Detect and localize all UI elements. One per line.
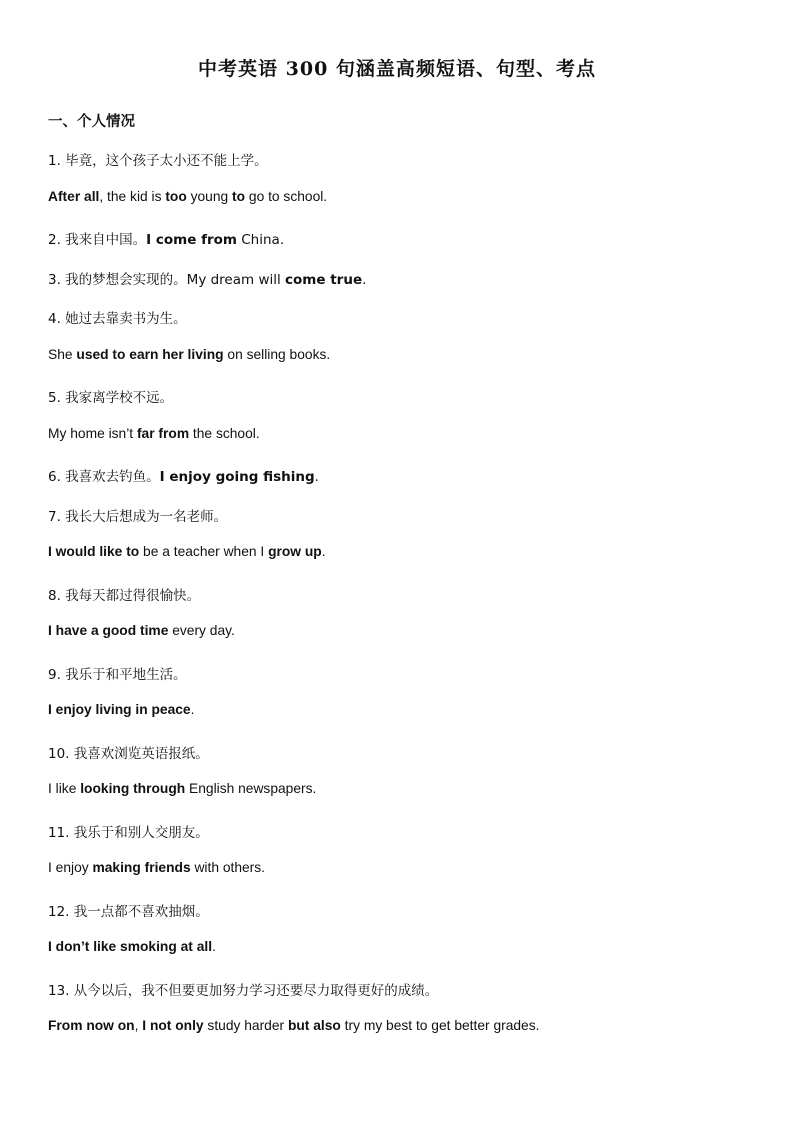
english-sentence	[48, 702, 194, 717]
key-phrase: far from	[136, 425, 190, 441]
sentence-text: .	[321, 544, 326, 559]
sentence-text: 3. 我的梦想会实现的。My dream will	[48, 271, 286, 288]
sentence-text: on selling books.	[223, 346, 331, 362]
key-phrase: but also	[287, 1018, 341, 1033]
key-phrase: I come from	[146, 232, 237, 248]
key-phrase: I have a good time	[48, 623, 169, 638]
sentence-text: 12. 我一点都不喜欢抽烟。	[48, 903, 209, 920]
key-phrase: making friends	[92, 860, 191, 875]
sentence-text: be a teacher when I	[139, 544, 269, 559]
section-heading: 一、个人情况	[48, 114, 135, 130]
document-title: 中考英语 300 句涵盖高频短语、句型、考点	[198, 58, 596, 80]
sentence-text: 2. 我来自中国。	[48, 232, 147, 248]
chinese-sentence	[48, 663, 187, 683]
english-sentence	[48, 939, 216, 954]
key-phrase: too	[165, 188, 187, 204]
sentence-text: with others.	[190, 860, 266, 875]
sentence-text: .	[314, 469, 319, 485]
sentence-text: 8. 我每天都过得很愉快。	[48, 587, 201, 604]
sentence-text: every day.	[168, 623, 235, 638]
chinese-sentence	[48, 149, 268, 169]
sentence-text: 4. 她过去靠卖书为生。	[48, 311, 187, 327]
chinese-sentence	[48, 228, 284, 248]
sentence-text: .	[212, 939, 216, 954]
key-phrase: I don’t like smoking at all	[48, 939, 213, 954]
sentence-text: go to school.	[245, 188, 328, 204]
english-sentence	[48, 781, 316, 796]
sentence-text: English newspapers.	[185, 781, 317, 796]
sentence-text: My home isn’t	[48, 425, 137, 441]
sentence-text: 1. 毕竟，这个孩子太小还不能上学。	[48, 153, 268, 169]
key-phrase: looking through	[80, 781, 186, 796]
key-phrase: to	[232, 188, 246, 204]
english-sentence	[48, 426, 260, 441]
sentence-text: 9. 我乐于和平地生活。	[48, 666, 187, 683]
chinese-sentence	[48, 386, 173, 406]
chinese-sentence	[48, 979, 438, 999]
key-phrase: I enjoy living in peace	[48, 702, 191, 717]
sentence-text: I enjoy	[48, 860, 93, 875]
sentence-text: She	[48, 346, 77, 362]
sentence-text: .	[190, 702, 195, 717]
chinese-sentence	[48, 465, 319, 485]
key-phrase: From now on	[48, 1018, 135, 1033]
chinese-sentence	[48, 821, 209, 841]
sentence-text: study harder	[203, 1018, 288, 1033]
sentence-text: ,	[134, 1018, 143, 1033]
key-phrase: grow up	[268, 544, 322, 559]
sentence-text: 13. 从今以后，我不但要更加努力学习还要尽力取得更好的成绩。	[48, 982, 439, 999]
english-sentence	[48, 347, 330, 362]
key-phrase: After all	[48, 188, 100, 204]
key-phrase: I not only	[142, 1018, 204, 1033]
sentence-text: 6. 我喜欢去钓鱼。	[48, 469, 160, 485]
sentence-text: 10. 我喜欢浏览英语报纸。	[48, 745, 209, 762]
sentence-text: I like	[48, 781, 81, 796]
sentence-text: .	[362, 271, 367, 288]
english-sentence	[48, 623, 235, 638]
sentence-text: try my best to get better grades.	[340, 1018, 540, 1033]
sentence-text: 11. 我乐于和别人交朋友。	[48, 824, 209, 841]
key-phrase: used to earn her living	[76, 346, 224, 362]
key-phrase: I would like to	[48, 544, 140, 559]
english-sentence	[48, 1018, 539, 1033]
sentence-text: 7. 我长大后想成为一名老师。	[48, 508, 228, 525]
sentence-text: China.	[236, 232, 285, 248]
sentence-text: , the kid is	[99, 188, 166, 204]
sentence-text: the school.	[189, 425, 260, 441]
chinese-sentence	[48, 268, 366, 288]
chinese-sentence	[48, 584, 200, 604]
chinese-sentence	[48, 505, 227, 525]
chinese-sentence	[48, 900, 209, 920]
key-phrase: come true	[285, 271, 363, 288]
sentence-text: 5. 我家离学校不远。	[48, 390, 174, 406]
chinese-sentence	[48, 307, 187, 327]
english-sentence	[48, 860, 265, 875]
english-sentence	[48, 189, 327, 204]
chinese-sentence	[48, 742, 209, 762]
sentence-text: young	[186, 188, 233, 204]
key-phrase: I enjoy going fishing	[159, 469, 315, 485]
english-sentence	[48, 544, 326, 559]
